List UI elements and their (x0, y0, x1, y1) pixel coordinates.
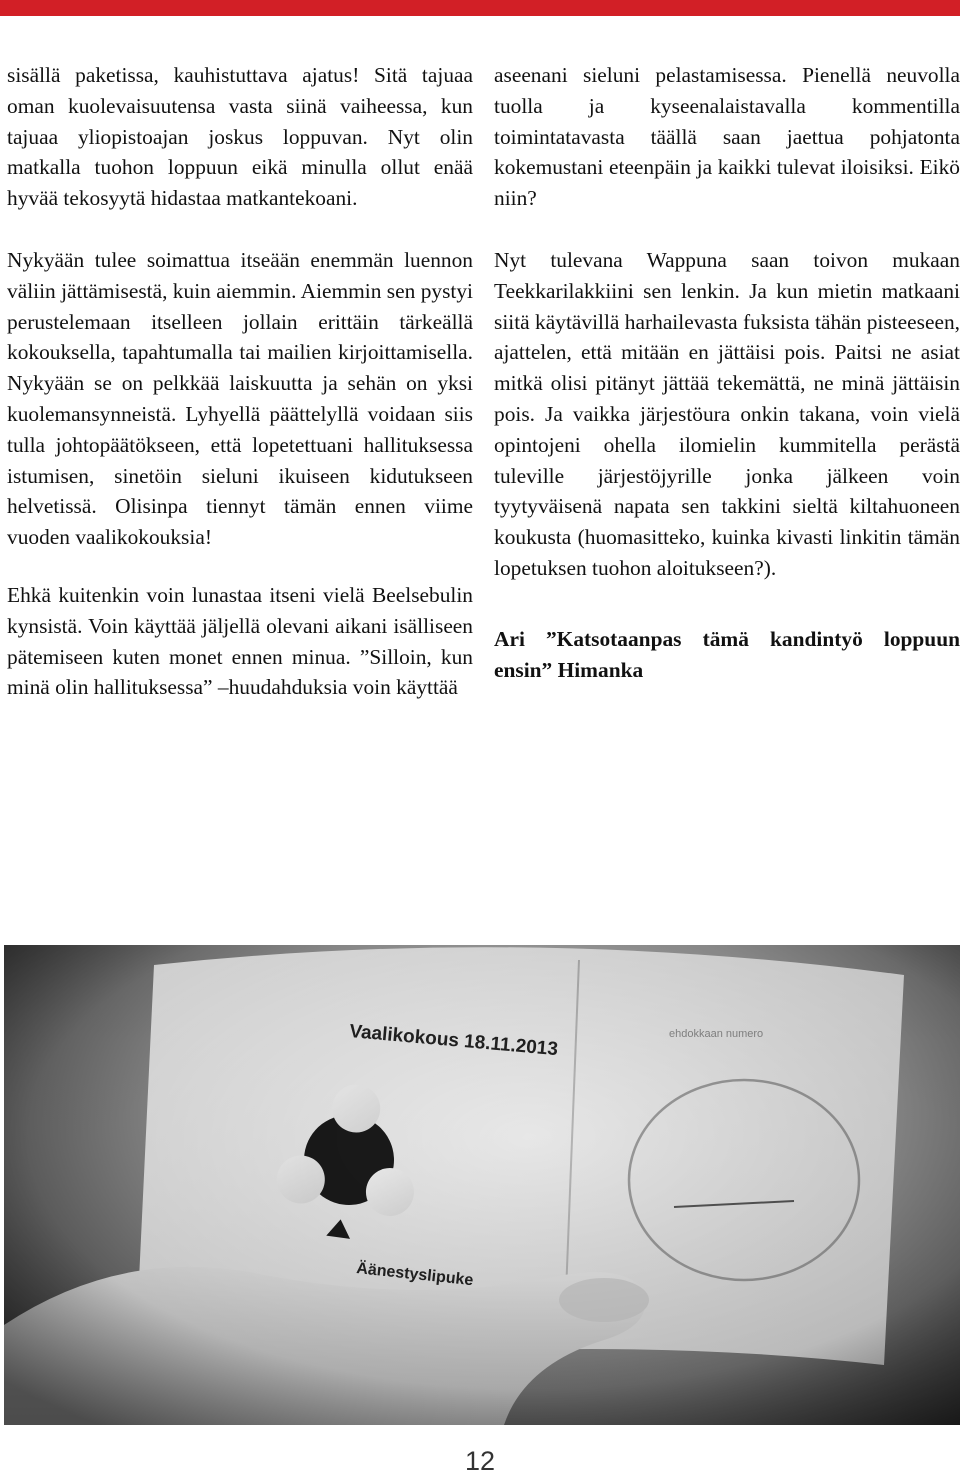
paragraph: sisällä paketissa, kauhistuttava ajatus! Sitä tajuaa oman kuolevaisuutensa vasta siinä vaiheessa, kun tajuaa yliopistoajan joskus loppuvan. Nyt olin matkalla tuohon loppuun eikä minulla ollut enää hyvää tekosyytä hidastaa matkantekoani. (7, 63, 473, 211)
paragraph: Ehkä kuitenkin voin lunastaa itseni vielä Beelsebulin kynsistä. Voin käyttää jäljellä olevani aikani isälliseen pätemiseen kuten monet ennen minua. ”Silloin, kun minä olin hallituksessa” –huudahduksia voin käyttää (7, 582, 473, 700)
author-signature: Ari ”Katsotaanpas tämä kandintyö loppuun ensin” Himanka (494, 626, 960, 682)
paragraph: Nykyään tulee soimattua itseään enemmän luennon väliin jättämisestä, kuin aiemmin. Aiemmin sen pystyi perustelemaan itselleen jollain erittäin tärkeällä kokouksella, tapahtumalla tai mailien kirjoittamisella. Nykyään se on pelkkää laiskuutta ja sehän on yksi kuolemansynneistä. Lyhyellä päättelyllä voidaan siis tulla johtopäätökseen, että lopetettuani hallituksessa istumisen, sinetöin sieluni ikuiseen kidutukseen helvetissä. Olisinpa tiennyt tämän ennen viime vuoden vaalikokouksia! (7, 247, 473, 550)
article-left-column (7, 60, 473, 734)
paragraph: Nyt tulevana Wappuna saan toivon mukaan Teekkarilakkiini sen lenkin. Ja kun mietin matkaani siitä käytävillä harhailevasta fuksista tähän pisteeseen, ajattelen, että mitään en jättäisi pois. Paitsi ne asiat mitkä olisi pitänyt jättää tekemättä, ne minä jättäisin pois. Ja vaikka järjestöura onkin takana, voin vielä opintojeni ohella ilomielin kummitella perästä tuleville järjestöjyrille jonka jälkeen voin tyytyväisenä napata sen takkini sieltä kiltahuoneen koukusta (huomasitteko, kuinka kivasti linkitin tämän lopetuksen tuohon aloitukseen?). (494, 247, 960, 580)
ballot-photo (4, 945, 960, 1425)
page-number: 12 (464, 1446, 496, 1476)
top-accent-bar (0, 0, 960, 16)
article-right-column (494, 60, 960, 716)
paragraph: aseenani sieluni pelastamisessa. Pienellä neuvolla tuolla ja kyseenalaistavalla kommentilla toimintatavasta täällä saan jaettua pohjatonta kokemustani eteenpäin ja kaikki tulevat iloisiksi. Eikö niin? (494, 63, 960, 211)
